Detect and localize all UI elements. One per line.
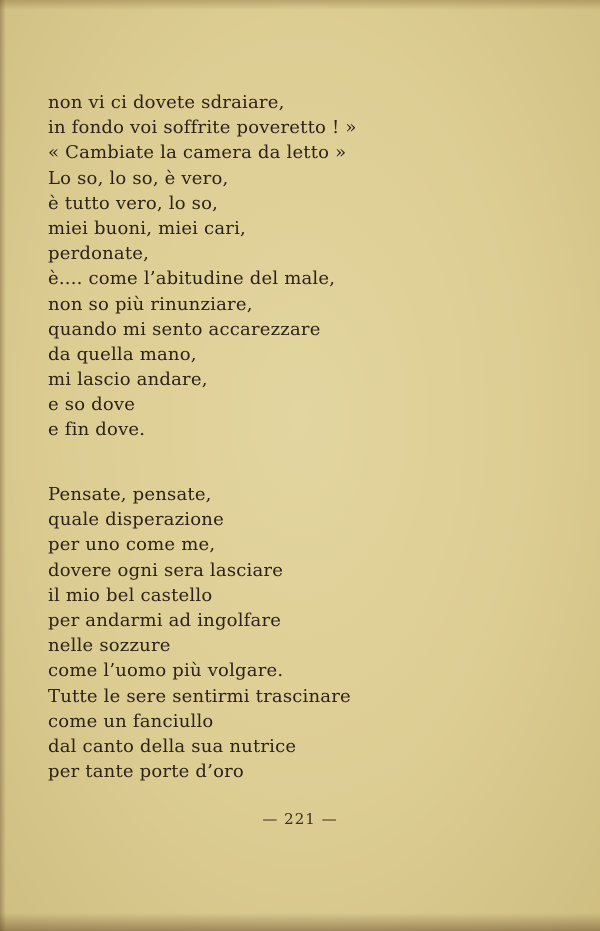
poem-line: per andarmi ad ingolfare xyxy=(48,609,282,631)
poem-line: come un fanciullo xyxy=(48,710,214,732)
poem-line: in fondo voi soffrite poveretto ! » xyxy=(48,117,357,139)
poem-line: Lo so, lo so, è vero, xyxy=(48,167,229,189)
poem-line: dovere ogni sera lasciare xyxy=(48,559,284,581)
poem-stanza-1 xyxy=(48,90,357,443)
page-bottom-edge xyxy=(0,913,600,931)
poem-line: per uno come me, xyxy=(48,534,216,556)
poem-line: non so più rinunziare, xyxy=(48,293,253,315)
poem-line: da quella mano, xyxy=(48,343,197,365)
poem-line: miei buoni, miei cari, xyxy=(48,217,246,239)
poem-line: Tutte le sere sentirmi trascinare xyxy=(48,685,351,707)
poem-line: mi lascio andare, xyxy=(48,369,208,391)
poem-line: è tutto vero, lo so, xyxy=(48,192,219,214)
poem-line: Pensate, pensate, xyxy=(48,484,212,505)
poem-line: dal canto della sua nutrice xyxy=(48,735,297,757)
poem-line: il mio bel castello xyxy=(48,584,213,606)
poem-line: per tante porte d’oro xyxy=(48,761,244,783)
page-left-edge xyxy=(0,0,6,931)
poem-line: perdonate, xyxy=(48,243,150,265)
page-number: — 221 — xyxy=(262,810,338,828)
poem-line: è.... come l’abitudine del male, xyxy=(48,268,336,290)
poem-line: come l’uomo più volgare. xyxy=(48,660,284,682)
poem-line: quando mi sento accarezzare xyxy=(48,318,321,340)
poem-line: nelle sozzure xyxy=(48,635,171,657)
poem-line: « Cambiate la camera da letto » xyxy=(48,142,347,164)
poem-line: e so dove xyxy=(48,394,136,416)
poem-stanza-2 xyxy=(48,482,351,784)
poem-line: non vi ci dovete sdraiare, xyxy=(48,92,285,113)
poem-line: quale disperazione xyxy=(48,509,224,531)
poem-line: e fin dove. xyxy=(48,419,146,441)
page-top-edge xyxy=(0,0,600,10)
